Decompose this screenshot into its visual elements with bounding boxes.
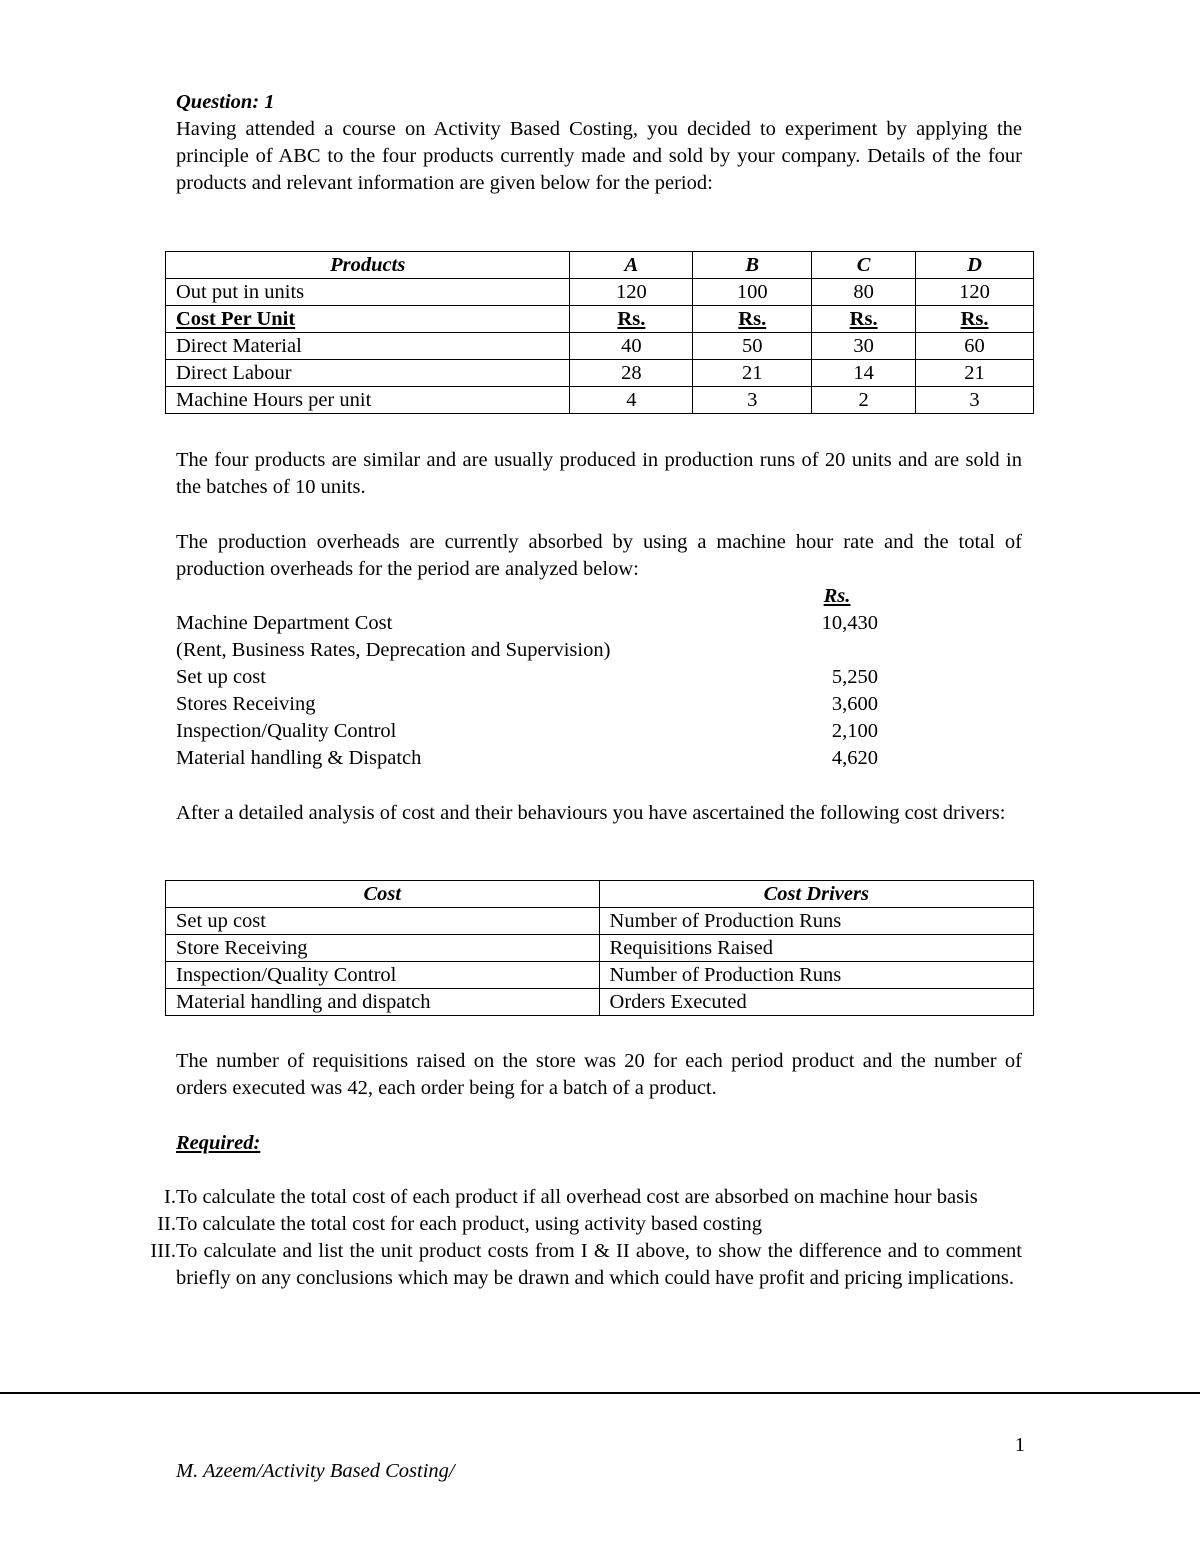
header-c: C xyxy=(812,252,916,279)
drivers-table-header xyxy=(166,881,1034,908)
cell-value: 21 xyxy=(916,360,1034,387)
overhead-value: 3,600 xyxy=(831,693,878,715)
overhead-row xyxy=(176,718,1022,745)
overhead-row xyxy=(176,691,1022,718)
required-title: Required: xyxy=(176,1132,261,1154)
driver-cell: Number of Production Runs xyxy=(599,962,1033,989)
cell-value: 14 xyxy=(812,360,916,387)
runs-paragraph-block xyxy=(176,447,1022,501)
overhead-value: 2,100 xyxy=(831,720,878,742)
drivers-paragraph-block xyxy=(176,800,1022,827)
requisitions-paragraph-block xyxy=(176,1048,1022,1102)
cell-value: 50 xyxy=(693,333,812,360)
table-row xyxy=(166,935,1034,962)
overhead-value: 10,430 xyxy=(821,612,878,634)
intro-paragraph: Having attended a course on Activity Based Costing, you decided to experiment by applying the principle of ABC to the four products currently made and sold by your company. Details of the four products and relevant information are given below for the period: xyxy=(176,118,1022,194)
overhead-label: Material handling & Dispatch xyxy=(176,747,422,769)
requisitions-paragraph: The number of requisitions raised on the store was 20 for each period product and the number of orders executed was 42, each order being for a batch of a product. xyxy=(176,1050,1022,1099)
cost-drivers-table xyxy=(165,880,1034,1016)
row-label: Direct Labour xyxy=(166,360,570,387)
required-block xyxy=(150,1130,1022,1292)
overhead-label: Set up cost xyxy=(176,666,266,688)
cell-value: Rs. xyxy=(812,306,916,333)
header-cost-drivers: Cost Drivers xyxy=(599,881,1033,908)
header-d: D xyxy=(916,252,1034,279)
cost-cell: Material handling and dispatch xyxy=(166,989,600,1016)
header-b: B xyxy=(693,252,812,279)
list-number: II. xyxy=(157,1213,176,1235)
cell-value: Rs. xyxy=(916,306,1034,333)
table-row xyxy=(166,279,1034,306)
cell-value: 120 xyxy=(570,279,693,306)
overhead-label: Inspection/Quality Control xyxy=(176,720,397,742)
list-item xyxy=(150,1238,1022,1292)
list-number: I. xyxy=(164,1186,176,1208)
footer-divider xyxy=(0,1392,1200,1394)
overhead-label: Stores Receiving xyxy=(176,693,316,715)
cell-value: Rs. xyxy=(693,306,812,333)
drivers-paragraph: After a detailed analysis of cost and their behaviours you have ascertained the following cost drivers: xyxy=(176,802,1006,824)
cell-value: 28 xyxy=(570,360,693,387)
list-number: III. xyxy=(150,1240,176,1262)
runs-paragraph: The four products are similar and are usually produced in production runs of 20 units and are sold in the batches of 10 units. xyxy=(176,449,1022,498)
intro-block xyxy=(176,89,1022,197)
cell-value: 40 xyxy=(570,333,693,360)
page-number: 1 xyxy=(1014,1434,1025,1456)
driver-cell: Orders Executed xyxy=(599,989,1033,1016)
overhead-row xyxy=(176,637,1022,664)
cell-value: 100 xyxy=(693,279,812,306)
table-row xyxy=(166,962,1034,989)
overhead-row xyxy=(176,664,1022,691)
cell-value: 21 xyxy=(693,360,812,387)
footer-text: M. Azeem/Activity Based Costing/ xyxy=(176,1460,455,1482)
overheads-currency-row xyxy=(176,583,1022,610)
overheads-paragraph: The production overheads are currently absorbed by using a machine hour rate and the total of production overheads for the period are analyzed below: xyxy=(176,531,1022,580)
overheads-block xyxy=(176,529,1022,772)
list-item xyxy=(164,1184,1022,1211)
overheads-currency: Rs. xyxy=(823,585,851,607)
row-label: Machine Hours per unit xyxy=(166,387,570,414)
overhead-value: 5,250 xyxy=(831,666,878,688)
table-row xyxy=(166,387,1034,414)
overhead-label: Machine Department Cost xyxy=(176,612,393,634)
overhead-row xyxy=(176,745,1022,772)
table-row xyxy=(166,989,1034,1016)
table-row xyxy=(166,360,1034,387)
row-label: Out put in units xyxy=(166,279,570,306)
row-label: Direct Material xyxy=(166,333,570,360)
table-row xyxy=(166,333,1034,360)
cost-cell: Set up cost xyxy=(166,908,600,935)
cell-value: Rs. xyxy=(570,306,693,333)
table-row xyxy=(166,908,1034,935)
header-products: Products xyxy=(166,252,570,279)
cell-value: 60 xyxy=(916,333,1034,360)
driver-cell: Requisitions Raised xyxy=(599,935,1033,962)
question-title: Question: 1 xyxy=(176,91,275,113)
list-item xyxy=(157,1211,1022,1238)
overhead-value: 4,620 xyxy=(831,747,878,769)
products-table-header xyxy=(166,252,1034,279)
overhead-row xyxy=(176,610,1022,637)
header-a: A xyxy=(570,252,693,279)
table-row xyxy=(166,306,1034,333)
products-table xyxy=(165,251,1034,414)
list-text: To calculate and list the unit product costs from I & II above, to show the difference and to comment briefly on any conclusions which may be drawn and which could have profit and pricing implications. xyxy=(176,1240,1022,1289)
overhead-label: (Rent, Business Rates, Deprecation and Supervision) xyxy=(176,639,611,661)
cell-value: 3 xyxy=(693,387,812,414)
cell-value: 4 xyxy=(570,387,693,414)
cell-value: 3 xyxy=(916,387,1034,414)
row-label: Cost Per Unit xyxy=(166,306,570,333)
cell-value: 120 xyxy=(916,279,1034,306)
list-text: To calculate the total cost for each product, using activity based costing xyxy=(176,1213,763,1235)
header-cost: Cost xyxy=(166,881,600,908)
cost-cell: Inspection/Quality Control xyxy=(166,962,600,989)
list-text: To calculate the total cost of each product if all overhead cost are absorbed on machine hour basis xyxy=(176,1186,978,1208)
cost-cell: Store Receiving xyxy=(166,935,600,962)
cell-value: 2 xyxy=(812,387,916,414)
cell-value: 80 xyxy=(812,279,916,306)
driver-cell: Number of Production Runs xyxy=(599,908,1033,935)
cell-value: 30 xyxy=(812,333,916,360)
